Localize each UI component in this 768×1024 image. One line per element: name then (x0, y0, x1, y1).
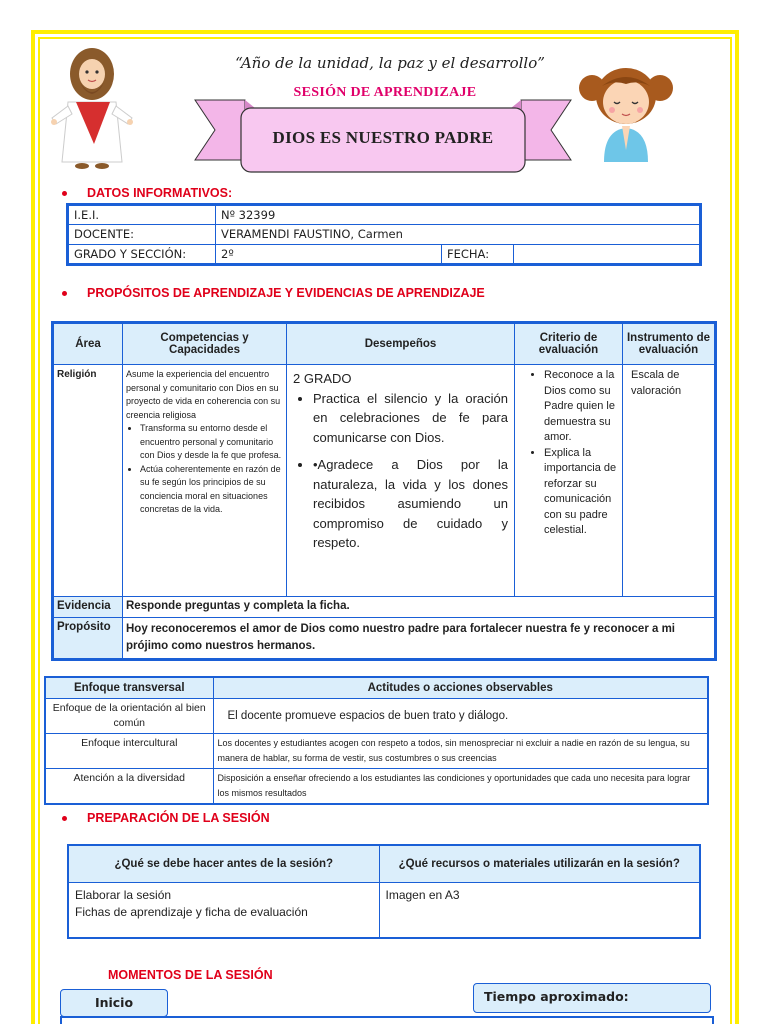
table-header-row (53, 323, 716, 365)
grado-label: GRADO Y SECCIÓN: (68, 245, 216, 265)
docente-label: DOCENTE: (68, 225, 216, 245)
table-row (68, 205, 701, 225)
proposito-value: Hoy reconoceremos el amor de Dios como nuestro padre para fortalecer nuestra fe y reconocer a mi prójimo como nuestros hermanos. (123, 617, 716, 659)
jesus-illustration (50, 44, 134, 174)
desempenos-cell (287, 365, 515, 597)
grado-value: 2º (216, 245, 442, 265)
capacidades-list (126, 422, 283, 517)
actitud-cell: Los docentes y estudiantes acogen con respeto a todos, sin menospreciar ni excluir a nadie en razón de su lengua, su manera de hablar, su forma de vestir, sus costumbres o sus creencias (213, 734, 708, 769)
iei-label: I.E.I. (68, 205, 216, 225)
fecha-label: FECHA: (442, 245, 514, 265)
header-actitudes: Actitudes o acciones observables (213, 677, 708, 699)
enfoque-table (44, 676, 709, 805)
actitud-cell: Disposición a enseñar ofreciendo a los estudiantes las condiciones y oportunidades que cada uno necesita para lograr los mismos resultados (213, 769, 708, 805)
competencias-cell (123, 365, 287, 597)
header-enfoque: Enfoque transversal (45, 677, 213, 699)
table-header-row (45, 677, 708, 699)
antes-item: Elaborar la sesión (75, 887, 172, 902)
table-row (45, 734, 708, 769)
header-competencias: Competencias y Capacidades (123, 323, 287, 365)
list-item: • Reconoce a la Dios como su Padre quien le demuestra su amor. (544, 368, 619, 446)
table-row (53, 365, 716, 597)
table-row (68, 882, 700, 938)
header-instrumento: Instrumento de evaluación (623, 323, 716, 365)
proposito-label: Propósito (53, 617, 123, 659)
motto-text: “Año de la unidad, la paz y el desarrollo” (235, 54, 545, 72)
learning-purpose-table (51, 321, 717, 661)
section-heading-propositos: PROPÓSITOS DE APRENDIZAJE Y EVIDENCIAS DE APRENDIZAJE (62, 286, 485, 300)
competencia-text: Asume la experiencia del encuentro personal y comunitario con Dios en su proyecto de vida en coherencia con su creencia religiosa (126, 369, 281, 420)
list-item: • Transforma su entorno desde el encuentro personal y comunitario con Dios y desde la fe que profesa. (140, 422, 283, 463)
bullet-icon (62, 291, 67, 296)
actitud-cell: El docente promueve espacios de buen trato y diálogo. (213, 699, 708, 734)
header-area: Área (53, 323, 123, 365)
list-item: • Practica el silencio y la oración en celebraciones de fe para comunicarse con Dios. (313, 389, 508, 448)
evidencia-label: Evidencia (53, 597, 123, 618)
header-desempenos: Desempeños (287, 323, 515, 365)
page-title: DIOS ES NUESTRO PADRE (272, 128, 494, 147)
table-row (45, 699, 708, 734)
inicio-tab: Inicio (60, 989, 168, 1017)
info-table (66, 203, 702, 266)
antes-item: Fichas de aprendizaje y ficha de evaluación (75, 904, 308, 919)
praying-girl-illustration (572, 62, 680, 162)
docente-value: VERAMENDI FAUSTINO, Carmen (216, 225, 701, 245)
header-antes: ¿Qué se debe hacer antes de la sesión? (68, 845, 379, 882)
instrumento-cell: Escala de valoración (623, 365, 716, 597)
table-row (53, 597, 716, 618)
preparation-table (67, 844, 701, 939)
session-label: SESIÓN DE APRENDIZAJE (293, 85, 477, 100)
area-cell: Religión (53, 365, 123, 597)
header-criterio: Criterio de evaluación (515, 323, 623, 365)
tiempo-aproximado-box: Tiempo aproximado: (473, 983, 711, 1013)
desempenos-list (293, 389, 508, 553)
fecha-value (514, 245, 701, 265)
list-item: • •Agradece a Dios por la naturaleza, la vida y los dones recibidos asumiendo un compromiso de cuidado y respeto. (313, 455, 508, 553)
evidencia-value: Responde preguntas y completa la ficha. (123, 597, 716, 618)
list-item: • Explica la importancia de reforzar su comunicación con su padre celestial. (544, 446, 619, 539)
section-heading-momentos: MOMENTOS DE LA SESIÓN (108, 968, 273, 982)
momentos-table-edge (60, 1016, 714, 1024)
grado-text: 2 GRADO (293, 371, 352, 386)
criterio-cell (515, 365, 623, 597)
section-heading-preparacion: PREPARACIÓN DE LA SESIÓN (62, 811, 270, 825)
header-recursos: ¿Qué recursos o materiales utilizarán en la sesión? (379, 845, 700, 882)
criterios-list (518, 368, 619, 539)
enfoque-cell: Enfoque intercultural (45, 734, 213, 769)
bullet-icon (62, 816, 67, 821)
section-heading-datos: DATOS INFORMATIVOS: (62, 186, 232, 200)
iei-value: Nº 32399 (216, 205, 701, 225)
recursos-cell: Imagen en A3 (379, 882, 700, 938)
bullet-icon (62, 191, 67, 196)
table-row (68, 245, 701, 265)
enfoque-cell: Enfoque de la orientación al bien común (45, 699, 213, 734)
table-row (45, 769, 708, 805)
table-row (68, 225, 701, 245)
antes-cell (68, 882, 379, 938)
table-row (53, 617, 716, 659)
enfoque-cell: Atención a la diversidad (45, 769, 213, 805)
list-item: • Actúa coherentemente en razón de su fe según los principios de su conciencia moral en situaciones concretas de la vida. (140, 463, 283, 517)
table-header-row (68, 845, 700, 882)
